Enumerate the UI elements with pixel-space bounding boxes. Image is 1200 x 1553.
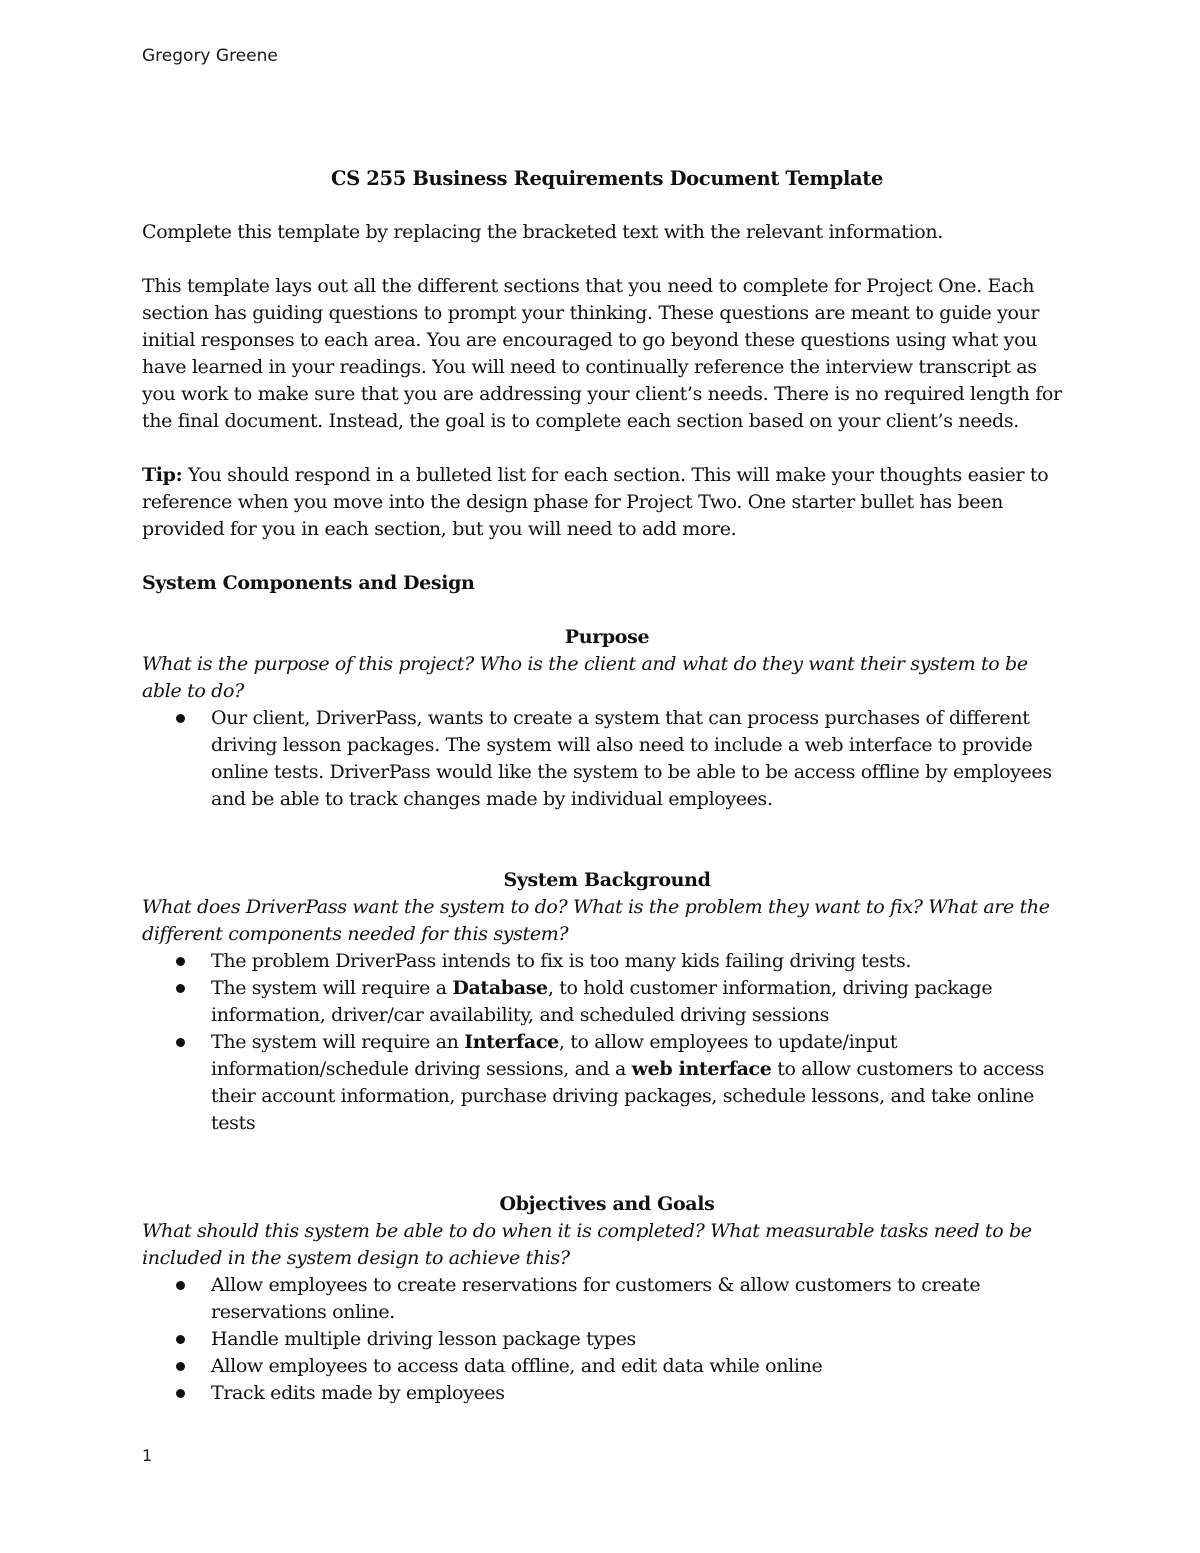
background-bullet-3-bold-web-interface: web interface <box>631 1058 772 1080</box>
bullet-icon <box>176 714 185 723</box>
list-item <box>142 975 1072 1029</box>
background-bullet-3-pre: The system will require an <box>211 1031 465 1053</box>
list-item <box>142 1326 1072 1353</box>
document-body <box>142 165 1072 1407</box>
objectives-bullet-list <box>142 1272 1072 1407</box>
objectives-heading: Objectives and Goals <box>499 1193 715 1215</box>
list-item <box>142 1353 1072 1380</box>
tip-text: You should respond in a bulleted list for each section. This will make your thoughts easier to reference when you move into the design phase for Project Two. One starter bullet has been provided for you in each section, but you will need to add more. <box>142 464 1049 540</box>
document-title: CS 255 Business Requirements Document Template <box>330 167 884 190</box>
background-bullet-3-mid: , to allow employees to update/input information/schedule driving sessions, and a <box>211 1031 898 1080</box>
background-bullet-2-bold: Database <box>452 977 548 999</box>
background-bullet-2-pre: The system will require a <box>211 977 453 999</box>
instructions-paragraph: This template lays out all the different sections that you need to complete for Project One. Each section has guiding questions to prompt your thinking. These questions are meant to guide your initial responses to each area. You are encouraged to go beyond these questions using what you have learned in your readings. You will need to continually reference the interview transcript as you work to make sure that you are addressing your client’s needs. There is no required length for the final document. Instead, the goal is to complete each section based on your client’s needs. <box>142 275 1062 432</box>
purpose-heading: Purpose <box>564 626 650 648</box>
intro-paragraph: Complete this template by replacing the bracketed text with the relevant information. <box>142 221 943 243</box>
bullet-icon <box>176 957 185 966</box>
list-item <box>142 1029 1072 1137</box>
tip-label: Tip: <box>142 464 183 486</box>
background-bullet-3-bold-interface: Interface <box>464 1031 559 1053</box>
tip-paragraph <box>142 462 1072 543</box>
bullet-icon <box>176 984 185 993</box>
background-bullet-1: The problem DriverPass intends to fix is too many kids failing driving tests. <box>211 950 912 972</box>
background-bullet-3-post: to allow customers to access their account information, purchase driving packages, schedule lessons, and take online tests <box>211 1058 1045 1134</box>
list-item <box>142 1272 1072 1326</box>
objectives-bullet-4: Track edits made by employees <box>211 1382 505 1404</box>
bullet-icon <box>176 1038 185 1047</box>
bullet-icon <box>176 1281 185 1290</box>
objectives-bullet-1: Allow employees to create reservations for customers & allow customers to create reservations online. <box>211 1274 981 1323</box>
system-background-bullet-list <box>142 948 1072 1137</box>
system-background-heading: System Background <box>503 869 711 891</box>
bullet-icon <box>176 1335 185 1344</box>
objectives-bullet-3: Allow employees to access data offline, and edit data while online <box>211 1355 823 1377</box>
objectives-prompt: What should this system be able to do when it is completed? What measurable tasks need to be included in the system design to achieve this? <box>142 1220 1032 1269</box>
section-heading-system-components: System Components and Design <box>142 572 475 594</box>
background-bullet-2-post: , to hold customer information, driving package information, driver/car availability, and scheduled driving sessions <box>211 977 993 1026</box>
list-item <box>142 705 1072 813</box>
system-background-prompt: What does DriverPass want the system to do? What is the problem they want to fix? What are the different components needed for this system? <box>142 896 1050 945</box>
purpose-bullet-list <box>142 705 1072 813</box>
bullet-icon <box>176 1389 185 1398</box>
page-header-author: Gregory Greene <box>142 46 278 66</box>
purpose-bullet-1: Our client, DriverPass, wants to create a system that can process purchases of different driving lesson packages. The system will also need to include a web interface to provide online tests. DriverPass would like the system to be able to be access offline by employees and be able to track changes made by individual employees. <box>211 707 1052 810</box>
list-item <box>142 948 1072 975</box>
list-item <box>142 1380 1072 1407</box>
bullet-icon <box>176 1362 185 1371</box>
objectives-bullet-2: Handle multiple driving lesson package types <box>211 1328 636 1350</box>
page-number: 1 <box>142 1446 153 1465</box>
purpose-prompt: What is the purpose of this project? Who is the client and what do they want their system to be able to do? <box>142 653 1028 702</box>
